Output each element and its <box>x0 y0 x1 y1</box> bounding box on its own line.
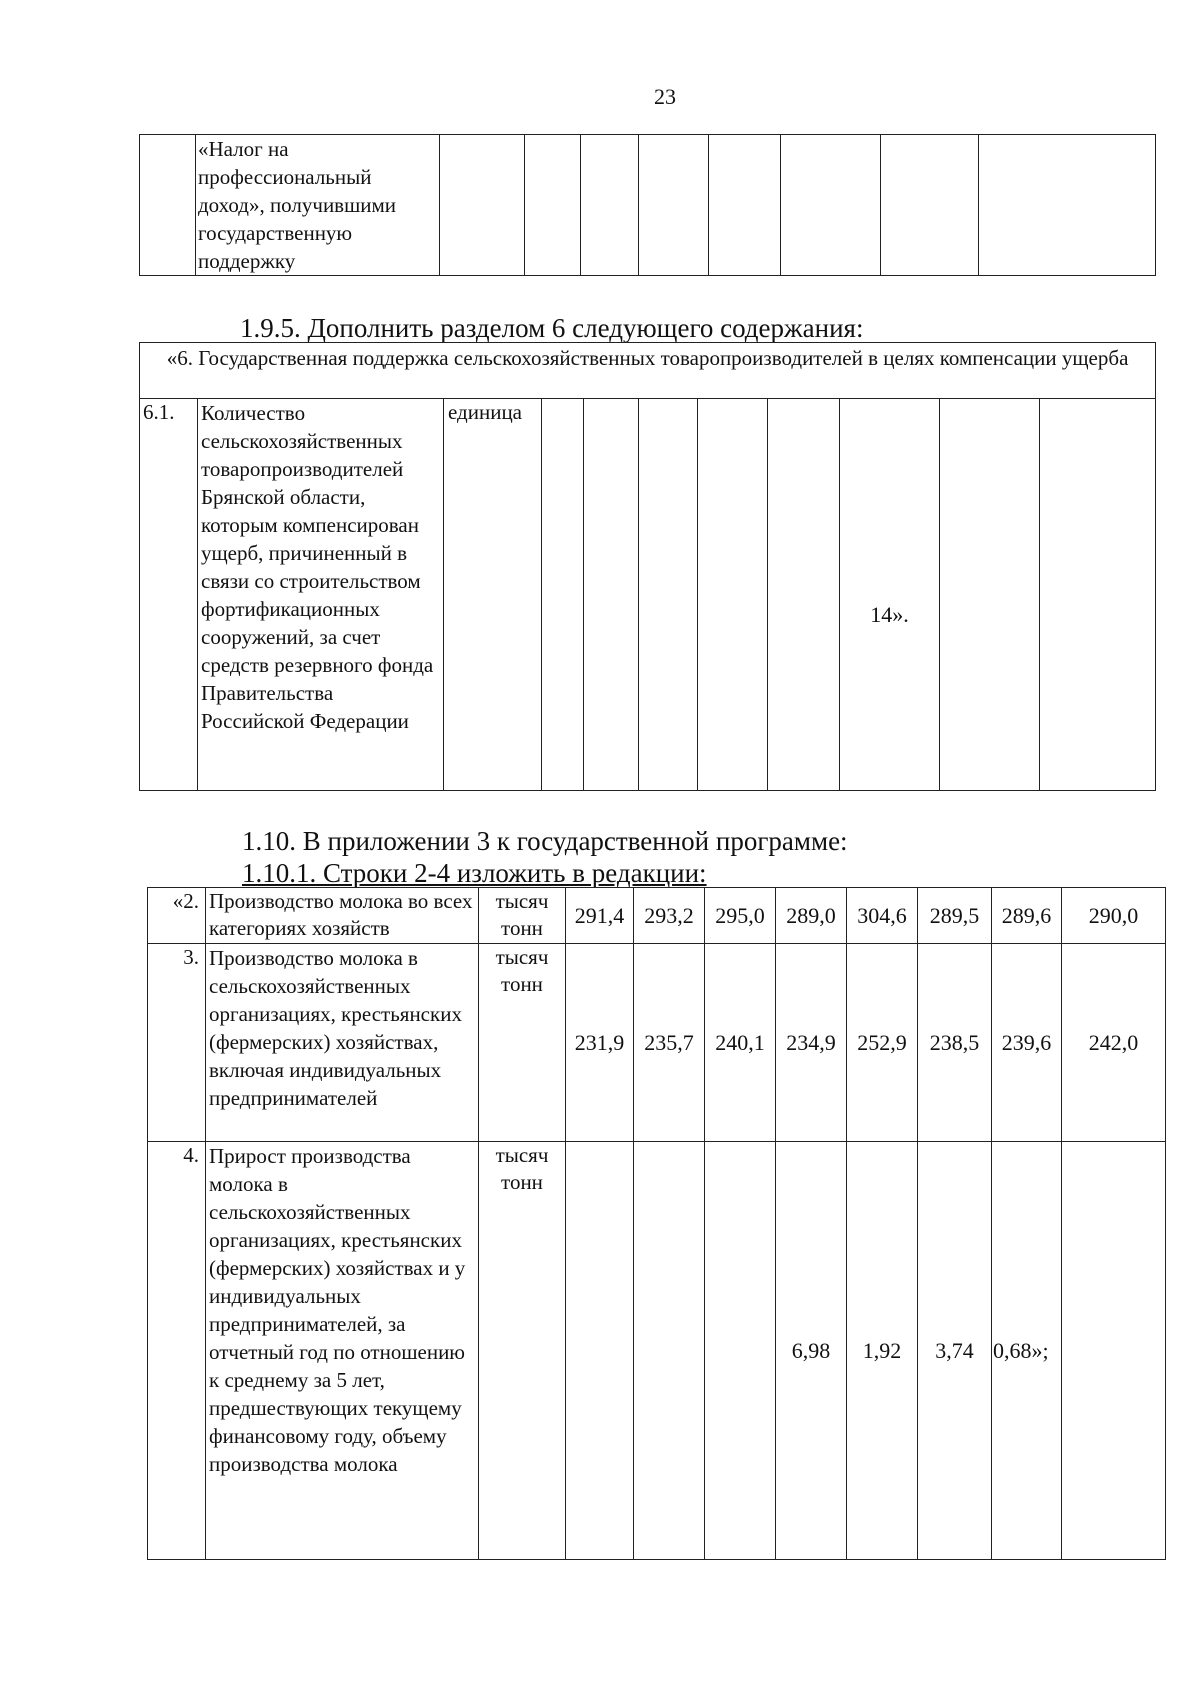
value-cell: 289,5 <box>918 888 992 944</box>
row-unit: единица <box>444 399 542 791</box>
value-cell: 289,0 <box>776 888 847 944</box>
table-cell <box>639 399 698 791</box>
value-cell <box>634 1142 705 1560</box>
row-index: 4. <box>148 1142 206 1560</box>
table-cell <box>698 399 768 791</box>
value-cell: 293,2 <box>634 888 705 944</box>
table-milk <box>147 887 1166 1560</box>
table-cell <box>709 135 781 276</box>
table-row <box>148 888 1166 944</box>
value-cell: 291,4 <box>566 888 634 944</box>
table-cell <box>525 135 581 276</box>
row-unit: тысяч тонн <box>479 1142 566 1560</box>
heading-110: 1.10. В приложении 3 к государственной программе: <box>242 826 848 856</box>
table-cell <box>639 135 709 276</box>
row-index: 6.1. <box>140 399 198 791</box>
table-cell <box>1040 399 1156 791</box>
row-value: 14». <box>840 399 940 791</box>
table-cell <box>768 399 840 791</box>
table-section6 <box>139 342 1156 791</box>
value-cell: 6,98 <box>776 1142 847 1560</box>
value-cell <box>566 1142 634 1560</box>
row-label: Производство молока в сельскохозяйственных организациях, крестьянских (фермерских) хозяйствах, включая индивидуальных предпринимателей <box>206 944 479 1142</box>
value-cell: 3,74 <box>918 1142 992 1560</box>
table-cell <box>781 135 881 276</box>
value-cell: 289,6 <box>992 888 1062 944</box>
table-cell <box>440 135 525 276</box>
table-row <box>148 1142 1166 1560</box>
value-cell: 238,5 <box>918 944 992 1142</box>
value-cell: 295,0 <box>705 888 776 944</box>
value-cell: 231,9 <box>566 944 634 1142</box>
value-cell <box>1062 1142 1166 1560</box>
table-cell <box>542 399 584 791</box>
row-index: 3. <box>148 944 206 1142</box>
table-cell <box>584 399 639 791</box>
table-cell <box>581 135 639 276</box>
value-cell: 252,9 <box>847 944 918 1142</box>
value-cell: 240,1 <box>705 944 776 1142</box>
value-cell: 304,6 <box>847 888 918 944</box>
table-cell <box>140 135 196 276</box>
row-label: «Налог на профессиональный доход», получившими государственную поддержку <box>196 135 440 276</box>
value-cell: 234,9 <box>776 944 847 1142</box>
row-unit: тысяч тонн <box>479 944 566 1142</box>
page-number: 23 <box>654 84 676 109</box>
table-cell <box>979 135 1156 276</box>
table-row <box>148 944 1166 1142</box>
table-cell <box>881 135 979 276</box>
value-cell: 235,7 <box>634 944 705 1142</box>
section6-title: «6. Государственная поддержка сельскохозяйственных товаропроизводителей в целях компенсации ущерба <box>140 343 1156 399</box>
value-cell: 1,92 <box>847 1142 918 1560</box>
row-label: Производство молока во всех категориях хозяйств <box>206 888 479 944</box>
row-index: «2. <box>148 888 206 944</box>
table-cell <box>940 399 1040 791</box>
value-cell: 290,0 <box>1062 888 1166 944</box>
heading-195: 1.9.5. Дополнить разделом 6 следующего содержания: <box>240 313 864 343</box>
row-label: Количество сельскохозяйственных товаропроизводителей Брянской области, которым компенсирован ущерб, причиненный в связи со строительством фортификационных сооружений, за счет средств резервного фонда Правительства Российской Федерации <box>198 399 444 791</box>
heading-1101: 1.10.1. Строки 2-4 изложить в редакции: <box>242 858 707 888</box>
row-unit: тысяч тонн <box>479 888 566 944</box>
value-cell: 239,6 <box>992 944 1062 1142</box>
value-cell: 0,68»; <box>992 1142 1062 1560</box>
table-top <box>139 134 1156 276</box>
value-cell: 242,0 <box>1062 944 1166 1142</box>
row-label: Прирост производства молока в сельскохозяйственных организациях, крестьянских (фермерских) хозяйствах и у индивидуальных предпринимателей, за отчетный год по отношению к среднему за 5 лет, предшествующих текущему финансовому году, объему производства молока <box>206 1142 479 1560</box>
value-cell <box>705 1142 776 1560</box>
